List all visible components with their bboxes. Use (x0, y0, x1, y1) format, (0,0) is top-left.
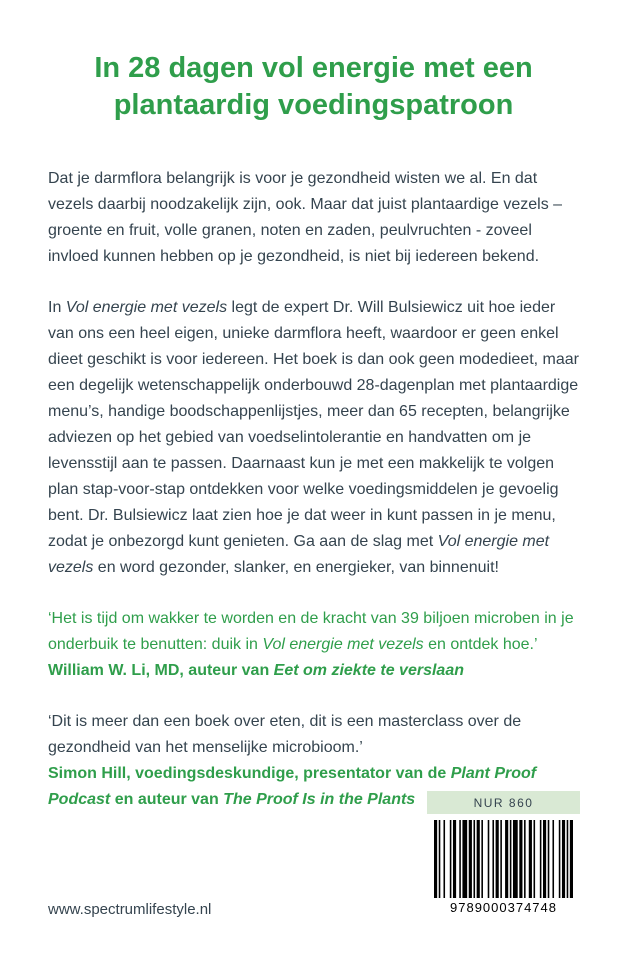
publisher-website: www.spectrumlifestyle.nl (48, 901, 212, 918)
barcode-block (427, 791, 580, 915)
quote-william-li-text: ‘Het is tijd om wakker te worden en de kracht van 39 biljoen microben in je onderbuik te benutten: duik in Vol energie met vezels en ontdek hoe.’ (48, 610, 574, 653)
paragraph-description: In Vol energie met vezels legt de expert Dr. Will Bulsiewicz uit hoe ieder van ons een heel eigen, unieke darmflora heeft, waardoor er geen enkel dieet geschikt is voor iedereen. Het boek is dan ook geen modedieet, maar een degelijk wetenschappelijk onderbouwd 28-dagenplan met plantaardige menu’s, handige boodschappenlijstjes, meer dan 65 recepten, belangrijke adviezen op het gebied van voedselintolerantie en handvatten om je levensstijl aan te passen. Daarnaast kun je met een makkelijk te volgen plan stap-voor-stap ontdekken voor welke voedingsmiddelen je gevoelig bent. Dr. Bulsiewicz laat zien hoe je dat weer in kunt passen in je menu, zodat je onbezorgd kunt genieten. Ga aan de slag met Vol energie met vezels en word gezonder, slanker, en energieker, van binnenuit! (48, 299, 579, 576)
barcode-icon (434, 820, 573, 898)
cover-body (48, 166, 581, 838)
quote-william-li-attribution: William W. Li, MD, auteur van Eet om ziekte te verslaan (48, 662, 464, 679)
cover-title-line2: plantaardig voedingspatroon (113, 89, 514, 121)
quote-william-li (48, 606, 581, 684)
quote-simon-hill-text: ‘Dit is meer dan een boek over eten, dit is een masterclass over de gezondheid van het menselijke microbioom.’ (48, 713, 522, 756)
cover-title (0, 50, 627, 124)
isbn-number: 9789000374748 (450, 900, 557, 915)
cover-title-line1: In 28 dagen vol energie met een (94, 52, 533, 84)
quote-simon-hill-attribution: Simon Hill, voedingsdeskundige, presentator van de Plant Proof Podcast en auteur van The Proof Is in the Plants (48, 765, 537, 808)
nur-label: NUR 860 (427, 791, 580, 814)
paragraph-intro: Dat je darmflora belangrijk is voor je gezondheid wisten we al. En dat vezels daarbij noodzakelijk zijn, ook. Maar dat juist plantaardige vezels – groente en fruit, volle granen, noten en zaden, peulvruchten - zoveel invloed kunnen hebben op je gezondheid, is niet bij iedereen bekend. (48, 170, 563, 265)
